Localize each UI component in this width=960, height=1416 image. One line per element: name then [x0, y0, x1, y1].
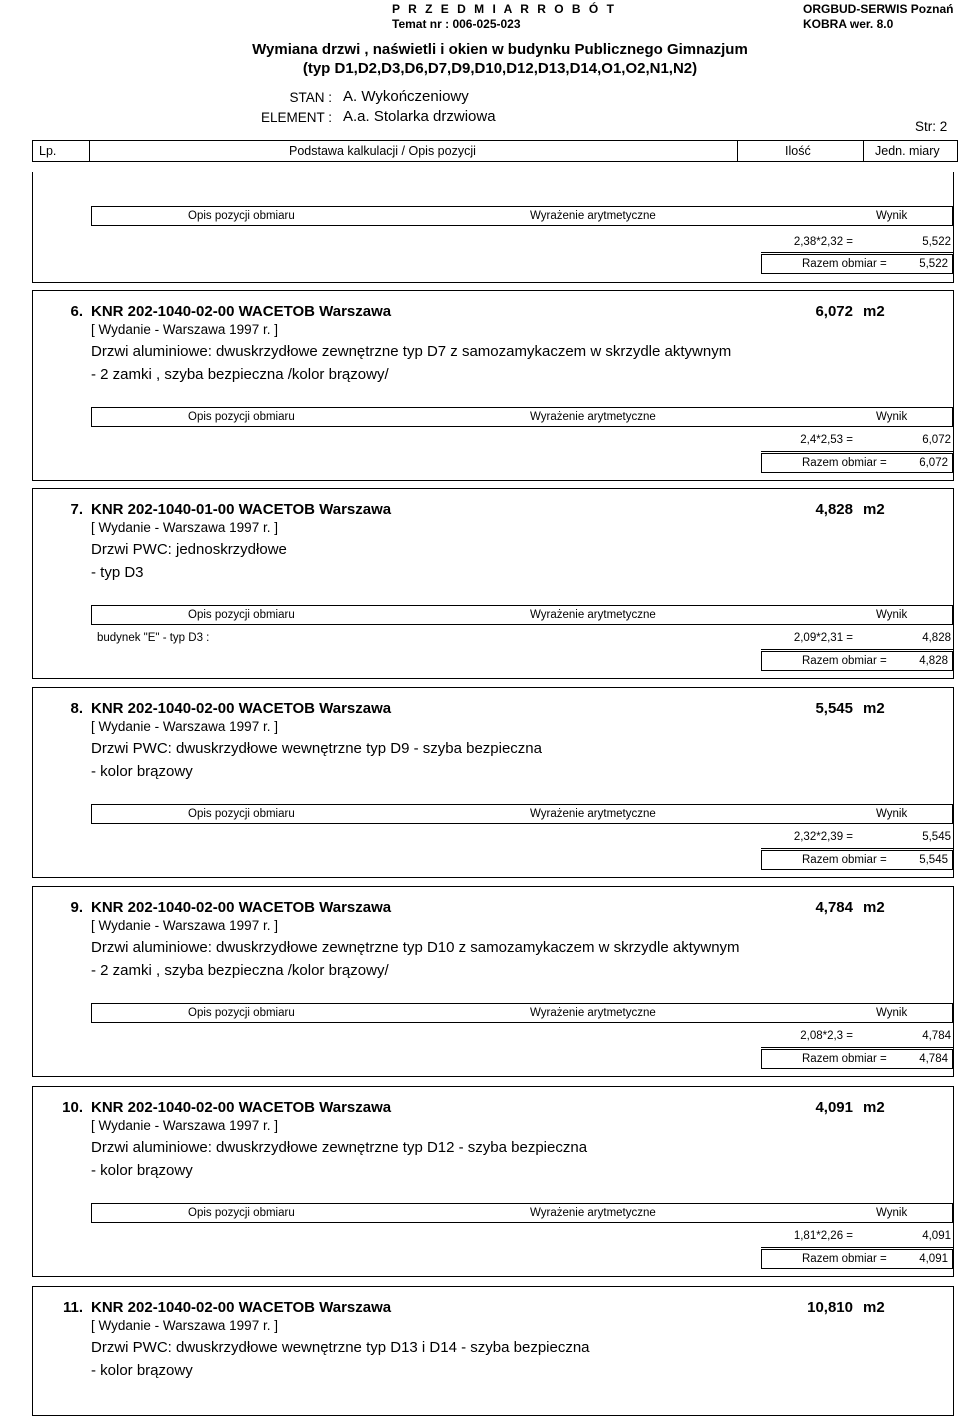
measure-col-wyrazenie: Wyrażenie arytmetyczne	[530, 411, 656, 423]
measure-col-wyrazenie: Wyrażenie arytmetyczne	[530, 1007, 656, 1019]
razem-value: 4,828	[919, 655, 948, 667]
position-block	[32, 488, 954, 679]
position-description: Drzwi aluminiowe: dwuskrzydłowe zewnętrzne typ D7 z samozamykaczem w skrzydle aktywnym	[91, 343, 732, 360]
divider	[761, 451, 953, 452]
page-number: Str: 2	[915, 119, 948, 134]
measure-col-wynik: Wynik	[876, 609, 908, 621]
col-podstawa: Podstawa kalkulacji / Opis pozycji	[289, 144, 476, 158]
razem-box	[761, 254, 953, 274]
stan-label: STAN :	[289, 90, 332, 105]
position-unit: m2	[863, 899, 885, 916]
razem-value: 6,072	[919, 457, 948, 469]
razem-box	[761, 1249, 953, 1269]
doc-type-label: P R Z E D M I A R R O B Ó T	[392, 2, 617, 16]
col-separator	[89, 141, 90, 161]
position-unit: m2	[863, 1299, 885, 1316]
measure-col-wyrazenie: Wyrażenie arytmetyczne	[530, 609, 656, 621]
measure-col-wyrazenie: Wyrażenie arytmetyczne	[530, 1207, 656, 1219]
measure-col-opis: Opis pozycji obmiaru	[188, 808, 295, 820]
position-basis: KNR 202-1040-02-00 WACETOB Warszawa	[91, 899, 392, 916]
razem-box	[761, 651, 953, 671]
measure-expression: 2,08*2,3 =	[800, 1030, 853, 1042]
position-edition: [ Wydanie - Warszawa 1997 r. ]	[91, 1318, 278, 1333]
measure-col-wyrazenie: Wyrażenie arytmetyczne	[530, 210, 656, 222]
position-edition: [ Wydanie - Warszawa 1997 r. ]	[91, 322, 278, 337]
razem-value: 4,784	[919, 1053, 948, 1065]
position-description-cont: - 2 zamki , szyba bezpieczna /kolor brązowy/	[91, 366, 389, 383]
position-number: 6.	[70, 303, 83, 320]
divider	[761, 252, 953, 253]
measure-row-label: budynek "E" - typ D3 :	[97, 632, 210, 644]
position-number: 8.	[70, 700, 83, 717]
position-basis: KNR 202-1040-01-00 WACETOB Warszawa	[91, 501, 392, 518]
razem-value: 5,545	[919, 854, 948, 866]
razem-value: 4,091	[919, 1253, 948, 1265]
measure-col-opis: Opis pozycji obmiaru	[188, 609, 295, 621]
measure-expression: 1,81*2,26 =	[793, 1230, 853, 1242]
position-edition: [ Wydanie - Warszawa 1997 r. ]	[91, 719, 278, 734]
position-basis: KNR 202-1040-02-00 WACETOB Warszawa	[91, 1299, 392, 1316]
position-edition: [ Wydanie - Warszawa 1997 r. ]	[91, 520, 278, 535]
measure-header	[91, 605, 953, 625]
carryover-block	[32, 172, 954, 283]
measure-result: 4,828	[922, 632, 951, 644]
divider	[761, 1047, 953, 1048]
measure-col-wynik: Wynik	[876, 808, 908, 820]
measure-col-wynik: Wynik	[876, 1007, 908, 1019]
measure-header	[91, 1003, 953, 1023]
position-description: Drzwi PWC: dwuskrzydłowe wewnętrzne typ D13 i D14 - szyba bezpieczna	[91, 1339, 590, 1356]
position-description-cont: - typ D3	[91, 564, 144, 581]
position-number: 7.	[70, 501, 83, 518]
col-lp: Lp.	[39, 144, 57, 158]
measure-header	[91, 206, 953, 226]
position-description-cont: - kolor brązowy	[91, 763, 193, 780]
measure-result: 5,545	[922, 831, 951, 843]
col-ilosc: Ilość	[785, 144, 811, 158]
measure-col-wynik: Wynik	[876, 210, 908, 222]
col-separator	[863, 141, 864, 161]
measure-col-wyrazenie: Wyrażenie arytmetyczne	[530, 808, 656, 820]
position-description: Drzwi aluminiowe: dwuskrzydłowe zewnętrzne typ D12 - szyba bezpieczna	[91, 1139, 588, 1156]
position-description-cont: - kolor brązowy	[91, 1362, 193, 1379]
position-basis: KNR 202-1040-02-00 WACETOB Warszawa	[91, 1099, 392, 1116]
position-description: Drzwi PWC: dwuskrzydłowe wewnętrzne typ D9 - szyba bezpieczna	[91, 740, 542, 757]
measure-result: 4,784	[922, 1030, 951, 1042]
position-edition: [ Wydanie - Warszawa 1997 r. ]	[91, 1118, 278, 1133]
position-description: Drzwi aluminiowe: dwuskrzydłowe zewnętrzne typ D10 z samozamykaczem w skrzydle aktywnym	[91, 939, 740, 956]
divider	[761, 1247, 953, 1248]
element-value: A.a. Stolarka drzwiowa	[343, 108, 496, 125]
position-block	[32, 290, 954, 481]
software-version: KOBRA wer. 8.0	[803, 17, 894, 31]
position-basis: KNR 202-1040-02-00 WACETOB Warszawa	[91, 700, 392, 717]
position-description: Drzwi PWC: jednoskrzydłowe	[91, 541, 287, 558]
col-jedn: Jedn. miary	[875, 144, 940, 158]
razem-label: Razem obmiar =	[802, 457, 887, 469]
document-subtitle: (typ D1,D2,D3,D6,D7,D9,D10,D12,D13,D14,O1,O2,N1,N2)	[302, 60, 698, 77]
position-description-cont: - 2 zamki , szyba bezpieczna /kolor brązowy/	[91, 962, 389, 979]
measure-col-opis: Opis pozycji obmiaru	[188, 1007, 295, 1019]
measure-header	[91, 1203, 953, 1223]
divider	[761, 848, 953, 849]
razem-box	[761, 453, 953, 473]
position-basis: KNR 202-1040-02-00 WACETOB Warszawa	[91, 303, 392, 320]
razem-box	[761, 850, 953, 870]
measure-expression: 2,09*2,31 =	[793, 632, 853, 644]
position-block	[32, 886, 954, 1077]
razem-label: Razem obmiar =	[802, 655, 887, 667]
razem-box	[761, 1049, 953, 1069]
stan-value: A. Wykończeniowy	[343, 88, 469, 105]
position-block	[32, 1286, 954, 1416]
document-title: Wymiana drzwi , naświetli i okien w budynku Publicznego Gimnazjum	[252, 41, 748, 58]
position-edition: [ Wydanie - Warszawa 1997 r. ]	[91, 918, 278, 933]
position-number: 11.	[62, 1299, 83, 1316]
position-description-cont: - kolor brązowy	[91, 1162, 193, 1179]
topic-number: Temat nr : 006-025-023	[392, 17, 521, 31]
measure-expression: 2,4*2,53 =	[800, 434, 853, 446]
position-unit: m2	[863, 700, 885, 717]
col-separator	[737, 141, 738, 161]
column-header-row	[32, 140, 958, 162]
position-number: 9.	[70, 899, 83, 916]
position-unit: m2	[863, 501, 885, 518]
measure-col-opis: Opis pozycji obmiaru	[188, 1207, 295, 1219]
element-label: ELEMENT :	[260, 110, 332, 125]
measure-col-opis: Opis pozycji obmiaru	[188, 210, 295, 222]
measure-expression: 2,38*2,32 =	[793, 236, 853, 248]
measure-result: 4,091	[922, 1230, 951, 1242]
measure-header	[91, 804, 953, 824]
company-name: ORGBUD-SERWIS Poznań	[803, 2, 954, 16]
position-block	[32, 1086, 954, 1277]
razem-label: Razem obmiar =	[802, 854, 887, 866]
position-quantity: 6,072	[815, 303, 853, 320]
razem-value: 5,522	[919, 258, 948, 270]
measure-expression: 2,32*2,39 =	[793, 831, 853, 843]
razem-label: Razem obmiar =	[802, 258, 887, 270]
position-quantity: 4,828	[815, 501, 853, 518]
position-number: 10.	[62, 1099, 83, 1116]
measure-col-opis: Opis pozycji obmiaru	[188, 411, 295, 423]
measure-col-wynik: Wynik	[876, 1207, 908, 1219]
measure-col-wynik: Wynik	[876, 411, 908, 423]
measure-result: 5,522	[922, 236, 951, 248]
position-unit: m2	[863, 303, 885, 320]
position-quantity: 10,810	[807, 1299, 853, 1316]
position-quantity: 4,091	[815, 1099, 853, 1116]
measure-header	[91, 407, 953, 427]
position-quantity: 5,545	[815, 700, 853, 717]
position-block	[32, 687, 954, 878]
razem-label: Razem obmiar =	[802, 1253, 887, 1265]
razem-label: Razem obmiar =	[802, 1053, 887, 1065]
position-quantity: 4,784	[815, 899, 853, 916]
measure-result: 6,072	[922, 434, 951, 446]
divider	[761, 649, 953, 650]
position-unit: m2	[863, 1099, 885, 1116]
